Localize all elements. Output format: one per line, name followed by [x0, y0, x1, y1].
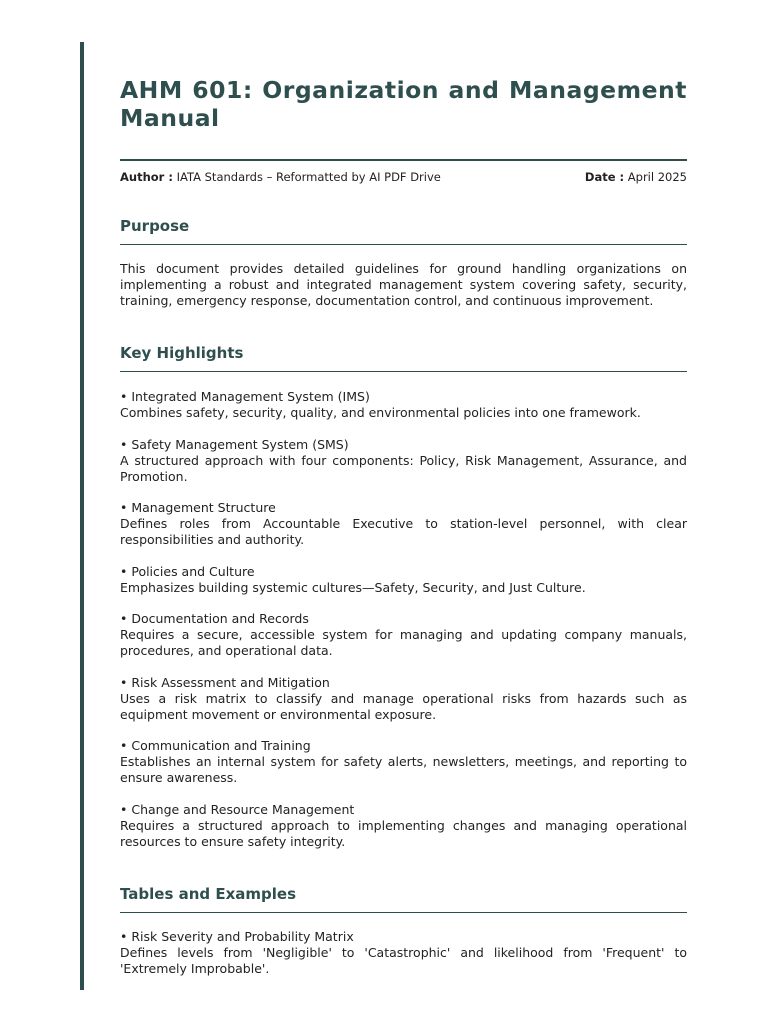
list-item-title: • Communication and Training [120, 738, 311, 753]
list-item [120, 675, 687, 723]
left-accent-bar [80, 42, 84, 990]
author-line [120, 170, 441, 184]
list-item [120, 611, 687, 659]
tables-examples-section [120, 884, 687, 977]
list-item-description: Establishes an internal system for safety alerts, newsletters, meetings, and reporting to ensure awareness. [120, 754, 687, 785]
tables-examples-divider [120, 912, 687, 913]
document-title: AHM 601: Organization and Management Manual [120, 76, 687, 132]
list-item-title: • Risk Assessment and Mitigation [120, 674, 330, 690]
list-item-description: Combines safety, security, quality, and environmental policies into one framework. [120, 405, 641, 420]
list-item-title: • Risk Severity and Probability Matrix [120, 928, 354, 944]
key-highlights-divider [120, 371, 687, 372]
tables-examples-heading: Tables and Examples [120, 884, 297, 903]
author-value: IATA Standards – Reformatted by AI PDF Drive [176, 170, 441, 184]
list-item-title: • Change and Resource Management [120, 801, 355, 817]
list-item [120, 389, 687, 421]
date-line [585, 170, 687, 184]
title-divider [120, 159, 687, 161]
list-item-title: • Documentation and Records [120, 611, 309, 626]
purpose-text: This document provides detailed guidelines for ground handling organizations on implementing a robust and integrated management system covering safety, security, training, emergency response, documentation control, and continuous improvement. [120, 261, 687, 308]
list-item-title: • Management Structure [120, 500, 276, 515]
list-item-title: • Integrated Management System (IMS) [120, 389, 370, 404]
list-item [120, 437, 687, 485]
key-highlights-section [120, 343, 687, 850]
list-item-title: • Policies and Culture [120, 563, 255, 579]
list-item [120, 929, 687, 977]
list-item-description: Uses a risk matrix to classify and manage operational risks from hazards such as equipment movement or environmental exposure. [120, 690, 687, 722]
list-item [120, 564, 687, 596]
list-item-title: • Safety Management System (SMS) [120, 436, 349, 452]
list-item-description: Defines roles from Accountable Executive to station-level personnel, with clear responsibilities and authority. [120, 516, 687, 547]
date-label: Date : [584, 170, 625, 184]
list-item-description: Requires a structured approach to implementing changes and managing operational resources to ensure safety integrity. [120, 817, 687, 849]
list-item-description: Emphasizes building systemic cultures—Safety, Security, and Just Culture. [120, 579, 586, 595]
key-highlights-heading: Key Highlights [120, 344, 244, 362]
purpose-divider [120, 244, 687, 245]
key-highlights-list [120, 389, 687, 850]
author-label: Author : [120, 170, 173, 184]
purpose-heading: Purpose [120, 217, 190, 235]
list-item-description: A structured approach with four components: Policy, Risk Management, Assurance, and Promotion. [120, 452, 687, 484]
list-item [120, 500, 687, 548]
date-value: April 2025 [627, 170, 687, 184]
list-item [120, 738, 687, 786]
document-page [120, 76, 687, 977]
tables-examples-list [120, 929, 687, 977]
document-meta [120, 170, 687, 184]
list-item [120, 802, 687, 850]
list-item-description: Defines levels from 'Negligible' to 'Catastrophic' and likelihood from 'Frequent' to 'Extremely Improbable'. [120, 944, 687, 976]
list-item-description: Requires a secure, accessible system for managing and updating company manuals, procedures, and operational data. [120, 627, 687, 658]
purpose-section [120, 216, 687, 309]
